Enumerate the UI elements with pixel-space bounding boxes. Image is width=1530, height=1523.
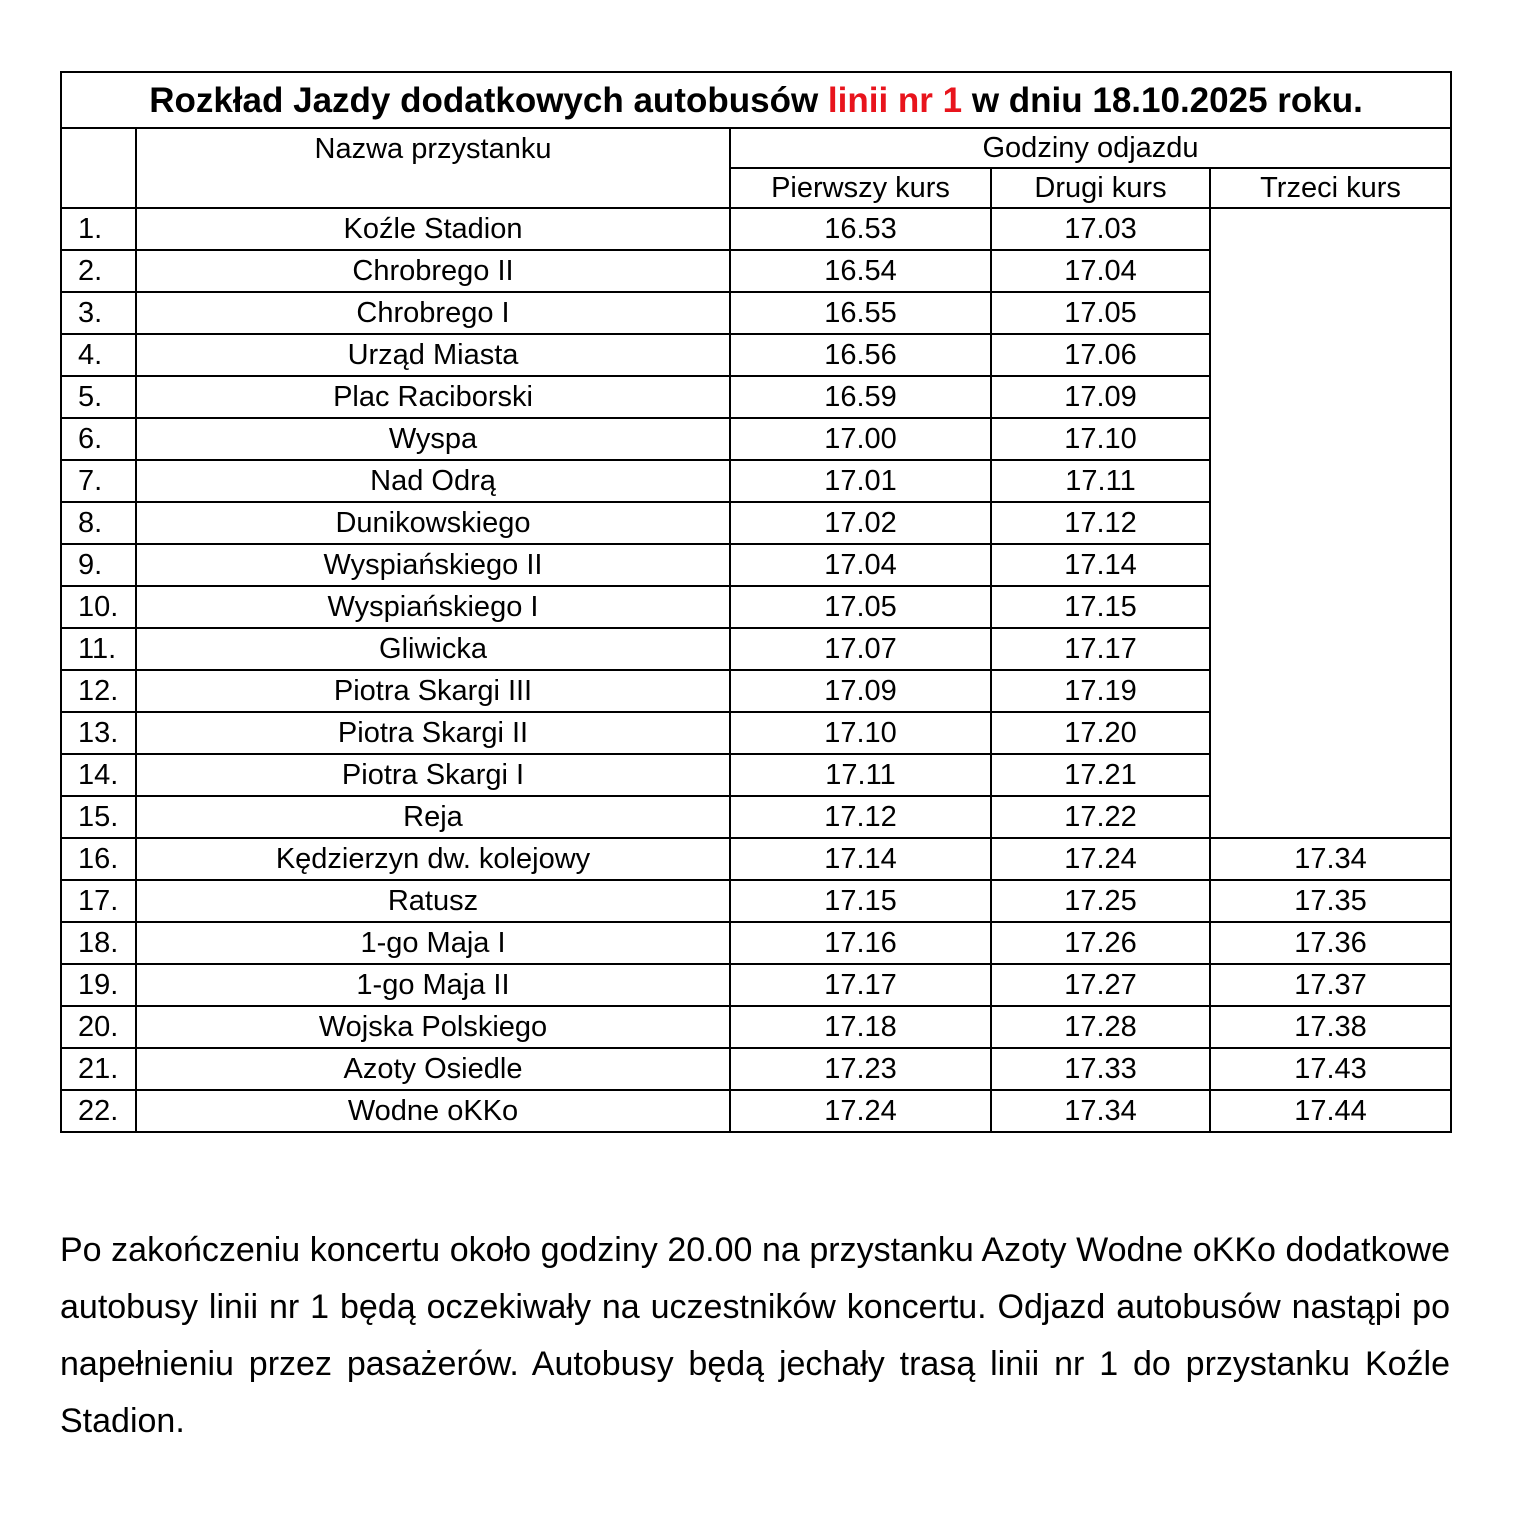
second-course-time: 17.17 [991, 628, 1210, 670]
first-course-time: 16.56 [730, 334, 991, 376]
first-course-time: 17.07 [730, 628, 991, 670]
third-course-time: 17.36 [1210, 922, 1451, 964]
second-course-time: 17.33 [991, 1048, 1210, 1090]
second-course-time: 17.27 [991, 964, 1210, 1006]
stop-name: Azoty Osiedle [136, 1048, 730, 1090]
row-number: 17. [61, 880, 136, 922]
second-course-time: 17.06 [991, 334, 1210, 376]
first-course-time: 17.14 [730, 838, 991, 880]
second-course-time: 17.03 [991, 208, 1210, 250]
stop-name: Urząd Miasta [136, 334, 730, 376]
second-course-time: 17.20 [991, 712, 1210, 754]
row-number: 19. [61, 964, 136, 1006]
first-course-time: 17.18 [730, 1006, 991, 1048]
title-row [61, 72, 1451, 128]
timetable [60, 71, 1452, 1133]
second-course-time: 17.04 [991, 250, 1210, 292]
first-course-time: 17.04 [730, 544, 991, 586]
row-number: 5. [61, 376, 136, 418]
stop-name: Wojska Polskiego [136, 1006, 730, 1048]
header-row-1 [61, 128, 1451, 168]
stop-name: Piotra Skargi II [136, 712, 730, 754]
first-course-time: 16.59 [730, 376, 991, 418]
stop-name: 1-go Maja II [136, 964, 730, 1006]
first-course-time: 17.17 [730, 964, 991, 1006]
first-course-header: Pierwszy kurs [730, 168, 991, 208]
stop-name: Piotra Skargi I [136, 754, 730, 796]
row-number: 15. [61, 796, 136, 838]
third-course-time: 17.38 [1210, 1006, 1451, 1048]
stop-name: Wyspiańskiego II [136, 544, 730, 586]
first-course-time: 16.55 [730, 292, 991, 334]
row-number: 18. [61, 922, 136, 964]
first-course-time: 17.00 [730, 418, 991, 460]
third-course-empty [1210, 208, 1451, 838]
first-course-time: 17.10 [730, 712, 991, 754]
stop-name: Kędzierzyn dw. kolejowy [136, 838, 730, 880]
second-course-time: 17.14 [991, 544, 1210, 586]
table-row [61, 1048, 1451, 1090]
stop-name: Gliwicka [136, 628, 730, 670]
timetable-container [60, 71, 1450, 1133]
row-number: 8. [61, 502, 136, 544]
second-course-time: 17.34 [991, 1090, 1210, 1132]
second-course-time: 17.05 [991, 292, 1210, 334]
first-course-time: 17.11 [730, 754, 991, 796]
third-course-time: 17.37 [1210, 964, 1451, 1006]
stop-name: Plac Raciborski [136, 376, 730, 418]
row-number: 20. [61, 1006, 136, 1048]
row-number: 1. [61, 208, 136, 250]
table-row [61, 922, 1451, 964]
third-course-time: 17.44 [1210, 1090, 1451, 1132]
row-number: 2. [61, 250, 136, 292]
stop-name: Chrobrego I [136, 292, 730, 334]
departures-header: Godziny odjazdu [730, 128, 1451, 168]
second-course-time: 17.10 [991, 418, 1210, 460]
first-course-time: 17.01 [730, 460, 991, 502]
first-course-time: 17.23 [730, 1048, 991, 1090]
second-course-time: 17.24 [991, 838, 1210, 880]
first-course-time: 17.16 [730, 922, 991, 964]
stop-name: 1-go Maja I [136, 922, 730, 964]
second-course-time: 17.19 [991, 670, 1210, 712]
row-number: 7. [61, 460, 136, 502]
first-course-time: 17.15 [730, 880, 991, 922]
third-course-header: Trzeci kurs [1210, 168, 1451, 208]
first-course-time: 17.09 [730, 670, 991, 712]
first-course-time: 17.24 [730, 1090, 991, 1132]
table-row [61, 1090, 1451, 1132]
title-suffix: w dniu 18.10.2025 roku. [962, 80, 1363, 120]
second-course-time: 17.09 [991, 376, 1210, 418]
stop-name: Koźle Stadion [136, 208, 730, 250]
stop-name: Wodne oKKo [136, 1090, 730, 1132]
row-number: 13. [61, 712, 136, 754]
table-row [61, 964, 1451, 1006]
row-number: 6. [61, 418, 136, 460]
third-course-time: 17.43 [1210, 1048, 1451, 1090]
stop-name: Dunikowskiego [136, 502, 730, 544]
stop-name: Ratusz [136, 880, 730, 922]
row-number: 12. [61, 670, 136, 712]
row-number: 10. [61, 586, 136, 628]
page-title [61, 72, 1451, 128]
note-paragraph [60, 1222, 1450, 1450]
first-course-time: 16.54 [730, 250, 991, 292]
second-course-time: 17.21 [991, 754, 1210, 796]
stop-name: Reja [136, 796, 730, 838]
row-number: 4. [61, 334, 136, 376]
title-prefix: Rozkład Jazdy dodatkowych autobusów [149, 80, 828, 120]
table-row [61, 880, 1451, 922]
second-course-time: 17.11 [991, 460, 1210, 502]
table-row [61, 208, 1451, 250]
second-course-time: 17.26 [991, 922, 1210, 964]
table-row [61, 838, 1451, 880]
second-course-time: 17.22 [991, 796, 1210, 838]
first-course-time: 17.05 [730, 586, 991, 628]
third-course-time: 17.34 [1210, 838, 1451, 880]
first-course-time: 16.53 [730, 208, 991, 250]
third-course-time: 17.35 [1210, 880, 1451, 922]
row-number: 11. [61, 628, 136, 670]
stop-name: Chrobrego II [136, 250, 730, 292]
second-course-header: Drugi kurs [991, 168, 1210, 208]
row-number: 22. [61, 1090, 136, 1132]
stop-name: Piotra Skargi III [136, 670, 730, 712]
row-number: 14. [61, 754, 136, 796]
row-number: 16. [61, 838, 136, 880]
stop-name: Wyspiańskiego I [136, 586, 730, 628]
table-row [61, 1006, 1451, 1048]
row-number: 9. [61, 544, 136, 586]
second-course-time: 17.15 [991, 586, 1210, 628]
number-header [61, 128, 136, 208]
first-course-time: 17.02 [730, 502, 991, 544]
title-highlight: linii nr 1 [827, 80, 963, 120]
row-number: 3. [61, 292, 136, 334]
second-course-time: 17.25 [991, 880, 1210, 922]
first-course-time: 17.12 [730, 796, 991, 838]
second-course-time: 17.28 [991, 1006, 1210, 1048]
row-number: 21. [61, 1048, 136, 1090]
stop-name: Wyspa [136, 418, 730, 460]
stop-name: Nad Odrą [136, 460, 730, 502]
note-text: Po zakończeniu koncertu około godziny 20.00 na przystanku Azoty Wodne oKKo dodatkowe autobusy linii nr 1 będą oczekiwały na uczestników koncertu. Odjazd autobusów nastąpi po napełnieniu przez pasażerów. Autobusy będą jechały trasą linii nr 1 do przystanku Koźle Stadion. [60, 1231, 1450, 1440]
stop-name-header: Nazwa przystanku [136, 128, 730, 208]
second-course-time: 17.12 [991, 502, 1210, 544]
